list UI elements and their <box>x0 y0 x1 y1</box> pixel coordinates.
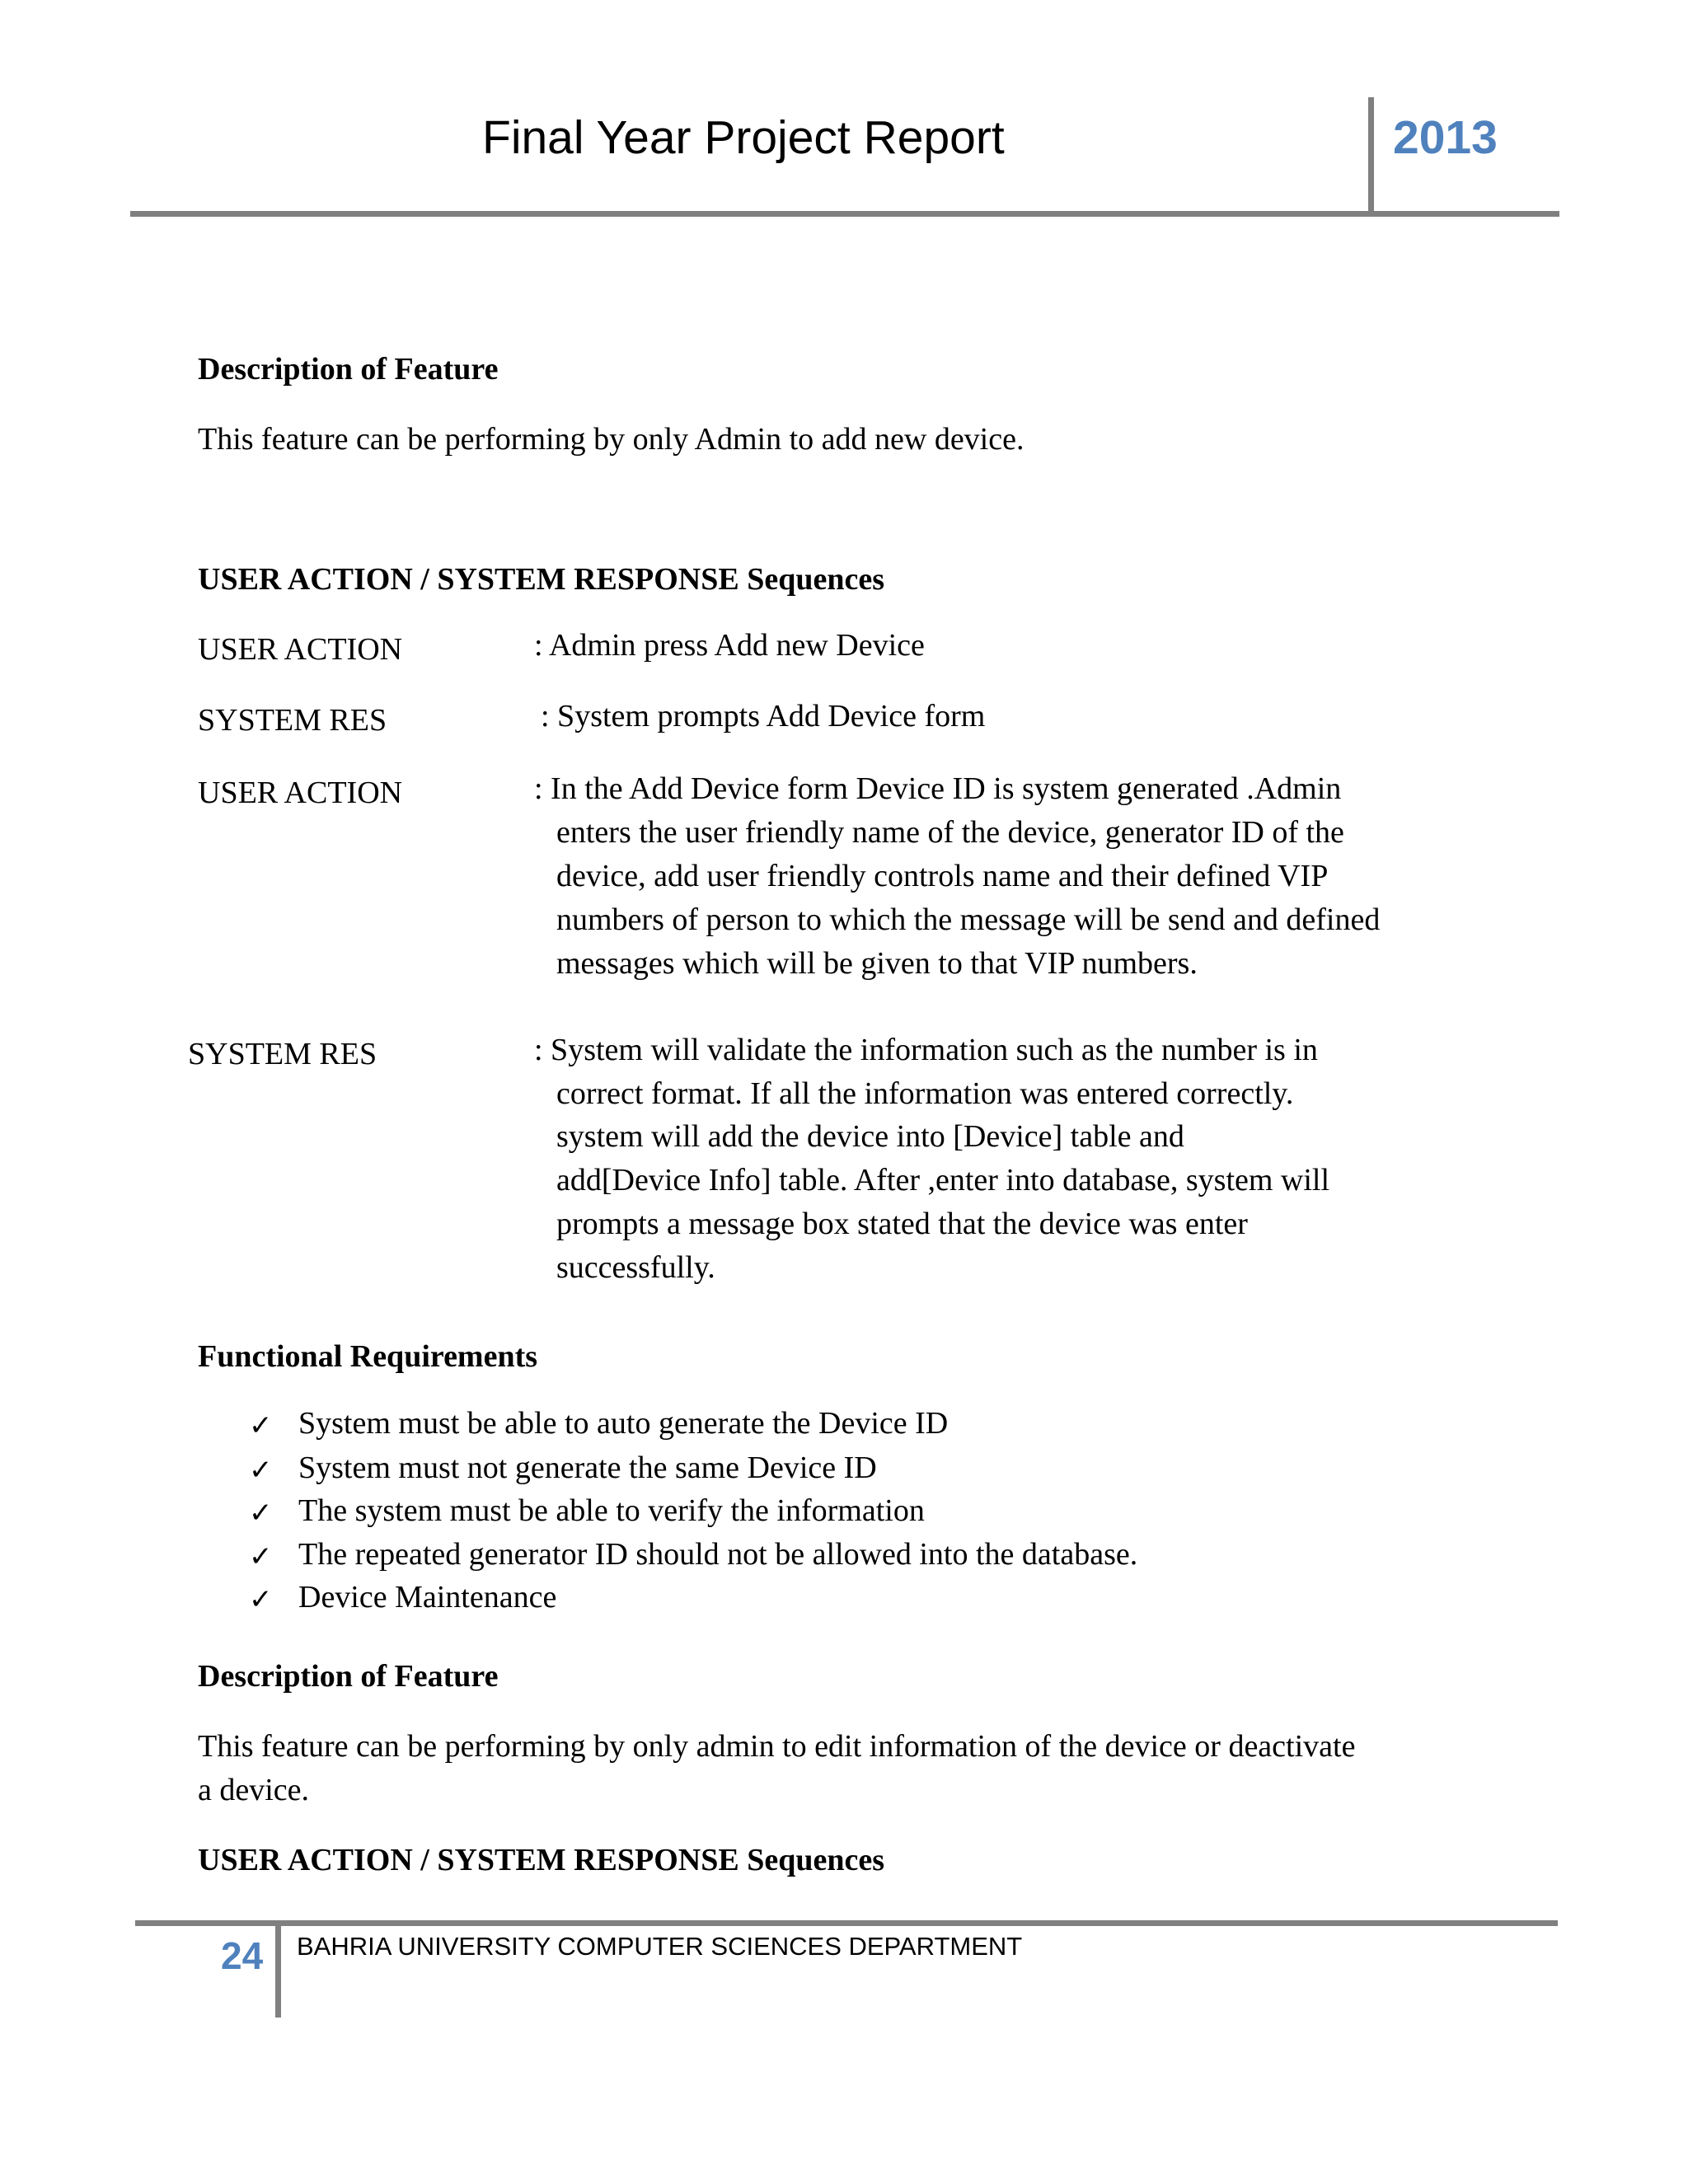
requirement-item: Device Maintenance <box>298 1580 557 1615</box>
functional-requirements-heading: Functional Requirements <box>198 1339 538 1374</box>
checkmark-icon: ✓ <box>249 1455 273 1486</box>
page-number: 24 <box>221 1934 264 1977</box>
sequence-text: prompts a message box stated that the device was enter <box>556 1207 1248 1241</box>
checkmark-icon: ✓ <box>249 1584 273 1615</box>
checkmark-icon: ✓ <box>249 1541 273 1572</box>
sequence-label-system-res: SYSTEM RES <box>188 1037 377 1071</box>
sequences-heading: USER ACTION / SYSTEM RESPONSE Sequences <box>198 562 885 597</box>
sequence-text: : System will validate the information such as the number is in <box>534 1033 1318 1067</box>
header-divider <box>1368 97 1374 214</box>
sequence-text: : In the Add Device form Device ID is system generated .Admin <box>534 771 1342 806</box>
section-description-text: a device. <box>198 1773 310 1807</box>
sequence-text: add[Device Info] table. After ,enter into database, system will <box>556 1163 1330 1197</box>
header-year: 2013 <box>1393 111 1498 164</box>
requirement-item: System must not generate the same Device ID <box>298 1451 877 1485</box>
sequence-text: : System prompts Add Device form <box>541 699 986 733</box>
sequences-heading: USER ACTION / SYSTEM RESPONSE Sequences <box>198 1843 885 1877</box>
page-title: Final Year Project Report <box>482 111 1005 164</box>
sequence-text: numbers of person to which the message will be send and defined <box>556 902 1381 937</box>
footer-rule <box>135 1920 1558 1926</box>
requirement-item: The system must be able to verify the information <box>298 1493 925 1528</box>
header-rule <box>130 211 1559 217</box>
sequence-label-user-action: USER ACTION <box>198 776 403 810</box>
section-description-text: This feature can be performing by only Admin to add new device. <box>198 422 1025 457</box>
sequence-label-system-res: SYSTEM RES <box>198 703 387 738</box>
sequence-text: : Admin press Add new Device <box>534 628 925 663</box>
sequence-text: correct format. If all the information was entered correctly. <box>556 1076 1294 1111</box>
sequence-label-user-action: USER ACTION <box>198 632 403 667</box>
sequence-text: system will add the device into [Device] table and <box>556 1119 1184 1154</box>
sequence-text: device, add user friendly controls name and their defined VIP <box>556 859 1329 893</box>
sequence-text: successfully. <box>556 1250 715 1285</box>
sequence-text: enters the user friendly name of the device, generator ID of the <box>556 815 1344 850</box>
footer-department: BAHRIA UNIVERSITY COMPUTER SCIENCES DEPARTMENT <box>297 1932 1023 1961</box>
section-description-text: This feature can be performing by only admin to edit information of the device or deactivate <box>198 1729 1356 1764</box>
checkmark-icon: ✓ <box>249 1410 273 1441</box>
section-heading-description: Description of Feature <box>198 1659 499 1694</box>
checkmark-icon: ✓ <box>249 1497 273 1529</box>
sequence-text: messages which will be given to that VIP numbers. <box>556 946 1198 981</box>
section-heading-description: Description of Feature <box>198 352 499 387</box>
requirement-item: System must be able to auto generate the Device ID <box>298 1406 949 1441</box>
requirement-item: The repeated generator ID should not be allowed into the database. <box>298 1537 1138 1572</box>
footer-divider <box>275 1923 281 2018</box>
